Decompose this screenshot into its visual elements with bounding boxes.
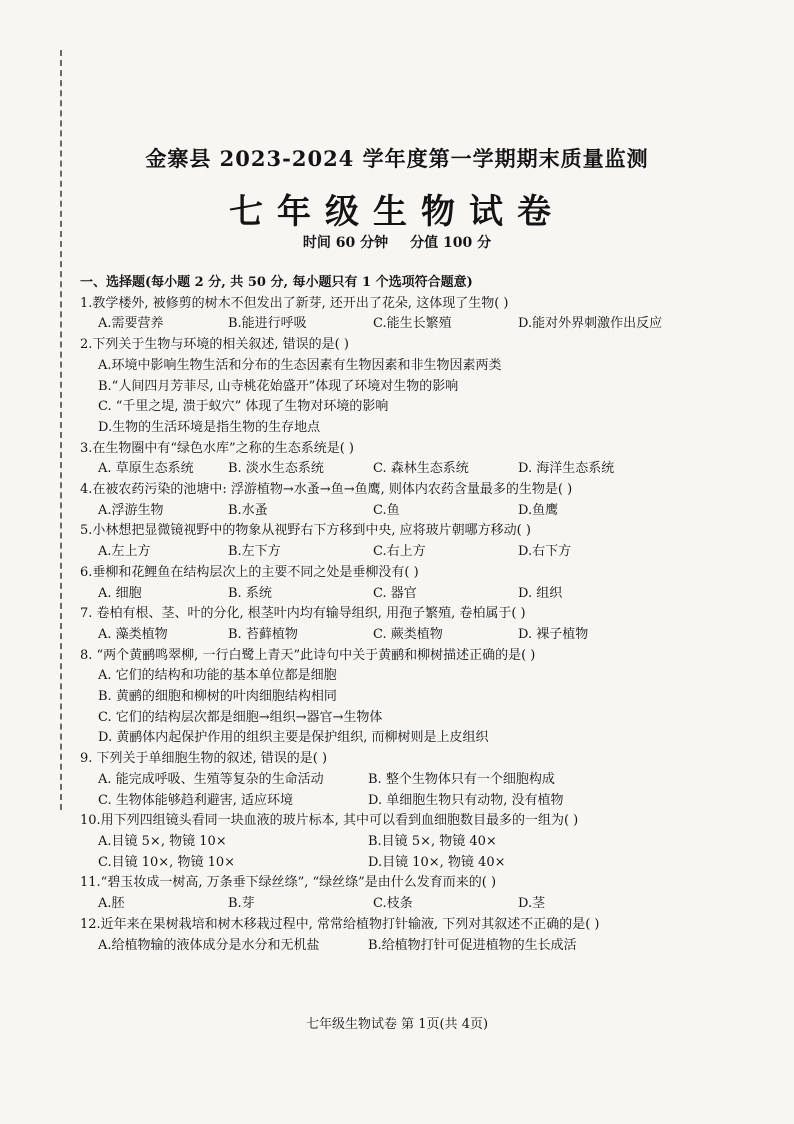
option: B.芽 bbox=[228, 896, 255, 912]
question-stem: 8. “两个黄鹂鸣翠柳, 一行白鹭上青天”此诗句中关于黄鹂和柳树描述正确的是( ) bbox=[80, 647, 536, 663]
question-options bbox=[80, 791, 720, 812]
option: A.胚 bbox=[98, 896, 125, 912]
option: D.生物的生活环境是指生物的生存地点 bbox=[98, 419, 321, 435]
option: C. “千里之堤, 溃于蚁穴” 体现了生物对环境的影响 bbox=[98, 399, 389, 415]
option: A. 它们的结构和功能的基本单位都是细胞 bbox=[98, 668, 337, 684]
option: A.浮游生物 bbox=[98, 502, 164, 518]
page-footer: 七年级生物试卷 第 1页(共 4页) bbox=[305, 1017, 489, 1032]
option: B.目镜 5×, 物镜 40× bbox=[368, 833, 497, 849]
section-title: 一、选择题(每小题 2 分, 共 50 分, 每小题只有 1 个选项符合题意) bbox=[80, 275, 473, 290]
option: A.目镜 5×, 物镜 10× bbox=[98, 833, 227, 849]
option: B.能进行呼吸 bbox=[228, 316, 307, 332]
exam-title: 七年级生物试卷 bbox=[229, 192, 565, 232]
question-options bbox=[80, 832, 720, 853]
question-stem: 10.用下列四组镜头看同一块血液的玻片标本, 其中可以看到血细胞数目最多的一组为( ) bbox=[80, 813, 579, 829]
exam-meta bbox=[0, 232, 794, 252]
option: A. 草原生态系统 bbox=[98, 461, 194, 477]
option: B. 整个生物体只有一个细胞构成 bbox=[368, 771, 555, 787]
option: D.鱼鹰 bbox=[518, 502, 559, 518]
option: B. 淡水生态系统 bbox=[228, 461, 324, 477]
option: D.能对外界刺激作出反应 bbox=[518, 316, 663, 332]
option: A.环境中影响生物生活和分布的生态因素有生物因素和非生物因素两类 bbox=[98, 357, 502, 373]
option: B. 系统 bbox=[228, 585, 272, 601]
option: C. 它们的结构层次都是细胞→组织→器官→生物体 bbox=[98, 709, 383, 725]
option: D. 组织 bbox=[518, 585, 563, 601]
option: A. 能完成呼吸、生殖等复杂的生命活动 bbox=[98, 771, 324, 787]
question-options bbox=[80, 894, 720, 915]
question-stem: 12.近年来在果树栽培和树木移栽过程中, 常常给植物打针输液, 下列对其叙述不正确的是( ) bbox=[80, 916, 600, 932]
question-options bbox=[80, 625, 720, 646]
exam-time: 时间 60 分钟 bbox=[302, 235, 389, 251]
option: B.“人间四月芳菲尽, 山寺桃花始盛开”体现了环境对生物的影响 bbox=[98, 378, 459, 394]
question-stem: 3.在生物圈中有“绿色水库”之称的生态系统是( ) bbox=[80, 440, 354, 456]
option: C. 器官 bbox=[373, 585, 417, 601]
option: D. 裸子植物 bbox=[518, 626, 589, 642]
option: C.能生长繁殖 bbox=[373, 316, 452, 332]
question-options bbox=[80, 314, 720, 335]
option: C.右上方 bbox=[373, 544, 426, 560]
option: D. 黄鹂体内起保护作用的组织主要是保护组织, 而柳树则是上皮组织 bbox=[98, 730, 489, 746]
question-stem: 4.在被农药污染的池塘中: 浮游植物→水蚤→鱼→鱼鹰, 则体内农药含量最多的生物是( ) bbox=[80, 482, 573, 498]
option: C.目镜 10×, 物镜 10× bbox=[98, 854, 236, 870]
question-options bbox=[80, 770, 720, 791]
exam-score: 分值 100 分 bbox=[410, 235, 492, 251]
question-stem: 1.教学楼外, 被修剪的树木不但发出了新芽, 还开出了花朵, 这体现了生物( ) bbox=[80, 295, 509, 311]
question-stem: 11.“碧玉妆成一树高, 万条垂下绿丝绦”, “绿丝绦”是由什么发育而来的( ) bbox=[80, 875, 497, 891]
question-options bbox=[80, 501, 720, 522]
question-options bbox=[80, 936, 720, 957]
question-stem: 2.下列关于生物与环境的相关叙述, 错误的是( ) bbox=[80, 337, 349, 353]
option: B.给植物打针可促进植物的生长成活 bbox=[368, 937, 577, 953]
option: B. 黄鹂的细胞和柳树的叶肉细胞结构相同 bbox=[98, 689, 337, 705]
option: A.给植物输的液体成分是水分和无机盐 bbox=[98, 937, 320, 953]
question-stem: 7. 卷柏有根、茎、叶的分化, 根茎叶内均有输导组织, 用孢子繁殖, 卷柏属于( ) bbox=[80, 606, 526, 622]
option: A.需要营养 bbox=[98, 316, 164, 332]
option: A. 藻类植物 bbox=[98, 626, 168, 642]
question-options bbox=[80, 853, 720, 874]
option: D.茎 bbox=[518, 896, 546, 912]
option: D.目镜 10×, 物镜 40× bbox=[368, 854, 506, 870]
option: A.左上方 bbox=[98, 544, 151, 560]
option: C. 生物体能够趋利避害, 适应环境 bbox=[98, 792, 294, 808]
option: C.鱼 bbox=[373, 502, 400, 518]
question-stem: 5.小林想把显微镜视野中的物象从视野右下方移到中央, 应将玻片朝哪方移动( ) bbox=[80, 523, 531, 539]
question-options bbox=[80, 542, 720, 563]
option: C. 森林生态系统 bbox=[373, 461, 469, 477]
question-options bbox=[80, 459, 720, 480]
question-stem: 9. 下列关于单细胞生物的叙述, 错误的是( ) bbox=[80, 751, 328, 767]
option: D. 海洋生态系统 bbox=[518, 461, 615, 477]
question-stem: 6.垂柳和花鲤鱼在结构层次上的主要不同之处是垂柳没有( ) bbox=[80, 564, 419, 580]
option: B. 苔藓植物 bbox=[228, 626, 298, 642]
option: D. 单细胞生物只有动物, 没有植物 bbox=[368, 792, 564, 808]
option: A. 细胞 bbox=[98, 585, 142, 601]
option: B.左下方 bbox=[228, 544, 281, 560]
option: B.水蚤 bbox=[228, 502, 268, 518]
option: C. 蕨类植物 bbox=[373, 626, 443, 642]
option: C.枝条 bbox=[373, 896, 413, 912]
option: D.右下方 bbox=[518, 544, 572, 560]
question-options bbox=[80, 584, 720, 605]
exam-school-title: 金寨县 2023-2024 学年度第一学期期末质量监测 bbox=[145, 146, 649, 171]
question-list bbox=[80, 273, 720, 956]
